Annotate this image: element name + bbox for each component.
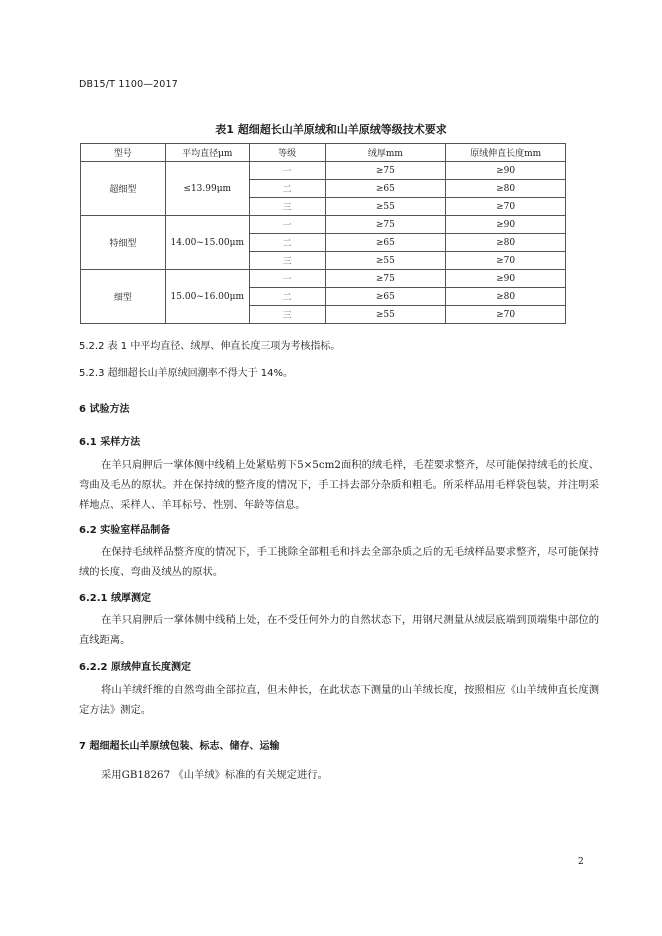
length-cell: ≥90 [446, 216, 566, 234]
thickness-cell: ≥55 [325, 252, 446, 270]
page-number: 2 [578, 857, 584, 867]
thickness-cell: ≥75 [325, 216, 446, 234]
grade-cell: 一 [249, 216, 325, 234]
section-6-2-heading: 6.2 实验室样品制备 [79, 525, 171, 536]
header-grade: 等级 [249, 144, 325, 162]
thickness-cell: ≥75 [325, 162, 446, 180]
length-cell: ≥70 [446, 306, 566, 324]
section-6-1-heading: 6.1 采样方法 [79, 437, 141, 448]
header-length: 原绒伸直长度mm [446, 144, 566, 162]
document-code: DB15/T 1100—2017 [79, 79, 178, 90]
length-cell: ≥80 [446, 234, 566, 252]
table-header-row [81, 144, 566, 162]
diameter-cell: 15.00~16.00μm [165, 270, 249, 324]
section-6-heading: 6 试验方法 [79, 404, 130, 415]
type-cell: 超细型 [81, 162, 166, 216]
length-cell: ≥80 [446, 288, 566, 306]
table-title: 表1 超细超长山羊原绒和山羊原绒等级技术要求 [215, 123, 447, 136]
section-6-2-1-paragraph: 在羊只肩胛后一掌体侧中线稍上处，在不受任何外力的自然状态下，用钢尺测量从绒层底端到顶端集中部位的直线距离。 [79, 614, 599, 646]
diameter-cell: 14.00~15.00μm [165, 216, 249, 270]
section-6-2-2-heading: 6.2.2 原绒伸直长度测定 [79, 662, 191, 673]
header-thickness: 绒厚mm [325, 144, 446, 162]
thickness-cell: ≥55 [325, 306, 446, 324]
section-7-heading: 7 超细超长山羊原绒包装、标志、储存、运输 [79, 741, 280, 752]
header-diameter: 平均直径μm [165, 144, 249, 162]
grade-cell: 二 [249, 288, 325, 306]
thickness-cell: ≥65 [325, 234, 446, 252]
thickness-cell: ≥55 [325, 198, 446, 216]
grade-cell: 三 [249, 306, 325, 324]
grade-cell: 一 [249, 270, 325, 288]
grade-cell: 三 [249, 198, 325, 216]
length-cell: ≥90 [446, 270, 566, 288]
table-row [81, 162, 566, 180]
length-cell: ≥70 [446, 198, 566, 216]
length-cell: ≥70 [446, 252, 566, 270]
section-6-2-paragraph: 在保持毛绒样品整齐度的情况下，手工挑除全部粗毛和抖去全部杂质之后的无毛绒样品要求整齐，尽可能保持绒的长度、弯曲及绒丛的原状。 [79, 546, 599, 578]
length-cell: ≥80 [446, 180, 566, 198]
section-6-1-paragraph: 在羊只肩胛后一掌体侧中线稍上处紧贴剪下5×5cm2面积的绒毛样，毛茬要求整齐，尽可能保持绒毛的长度、弯曲及毛丛的原状。并在保持绒的整齐度的情况下，手工抖去部分杂质和粗毛。所采样品用毛样袋包装，并注明采样地点、采样人、羊耳标号、性别、年龄等信息。 [79, 459, 599, 511]
clause-5-2-3: 5.2.3 超细超长山羊原绒回潮率不得大于 14%。 [79, 368, 294, 379]
thickness-cell: ≥65 [325, 288, 446, 306]
grade-cell: 一 [249, 162, 325, 180]
type-cell: 细型 [81, 270, 166, 324]
table-row [81, 216, 566, 234]
grade-cell: 二 [249, 180, 325, 198]
diameter-cell: ≤13.99μm [165, 162, 249, 216]
section-6-2-2-paragraph: 将山羊绒纤维的自然弯曲全部拉直，但未伸长，在此状态下测量的山羊绒长度，按照相应《山羊绒伸直长度测定方法》测定。 [79, 684, 599, 716]
type-cell: 特细型 [81, 216, 166, 270]
thickness-cell: ≥75 [325, 270, 446, 288]
thickness-cell: ≥65 [325, 180, 446, 198]
grade-requirements-table [80, 143, 566, 324]
clause-5-2-2: 5.2.2 表 1 中平均直径、绒厚、伸直长度三项为考核指标。 [79, 341, 341, 352]
grade-cell: 二 [249, 234, 325, 252]
section-6-2-1-heading: 6.2.1 绒厚测定 [79, 593, 151, 604]
section-7-paragraph: 采用GB18267 《山羊绒》标准的有关规定进行。 [101, 769, 328, 781]
grade-cell: 三 [249, 252, 325, 270]
header-type: 型号 [81, 144, 166, 162]
length-cell: ≥90 [446, 162, 566, 180]
table-row [81, 270, 566, 288]
